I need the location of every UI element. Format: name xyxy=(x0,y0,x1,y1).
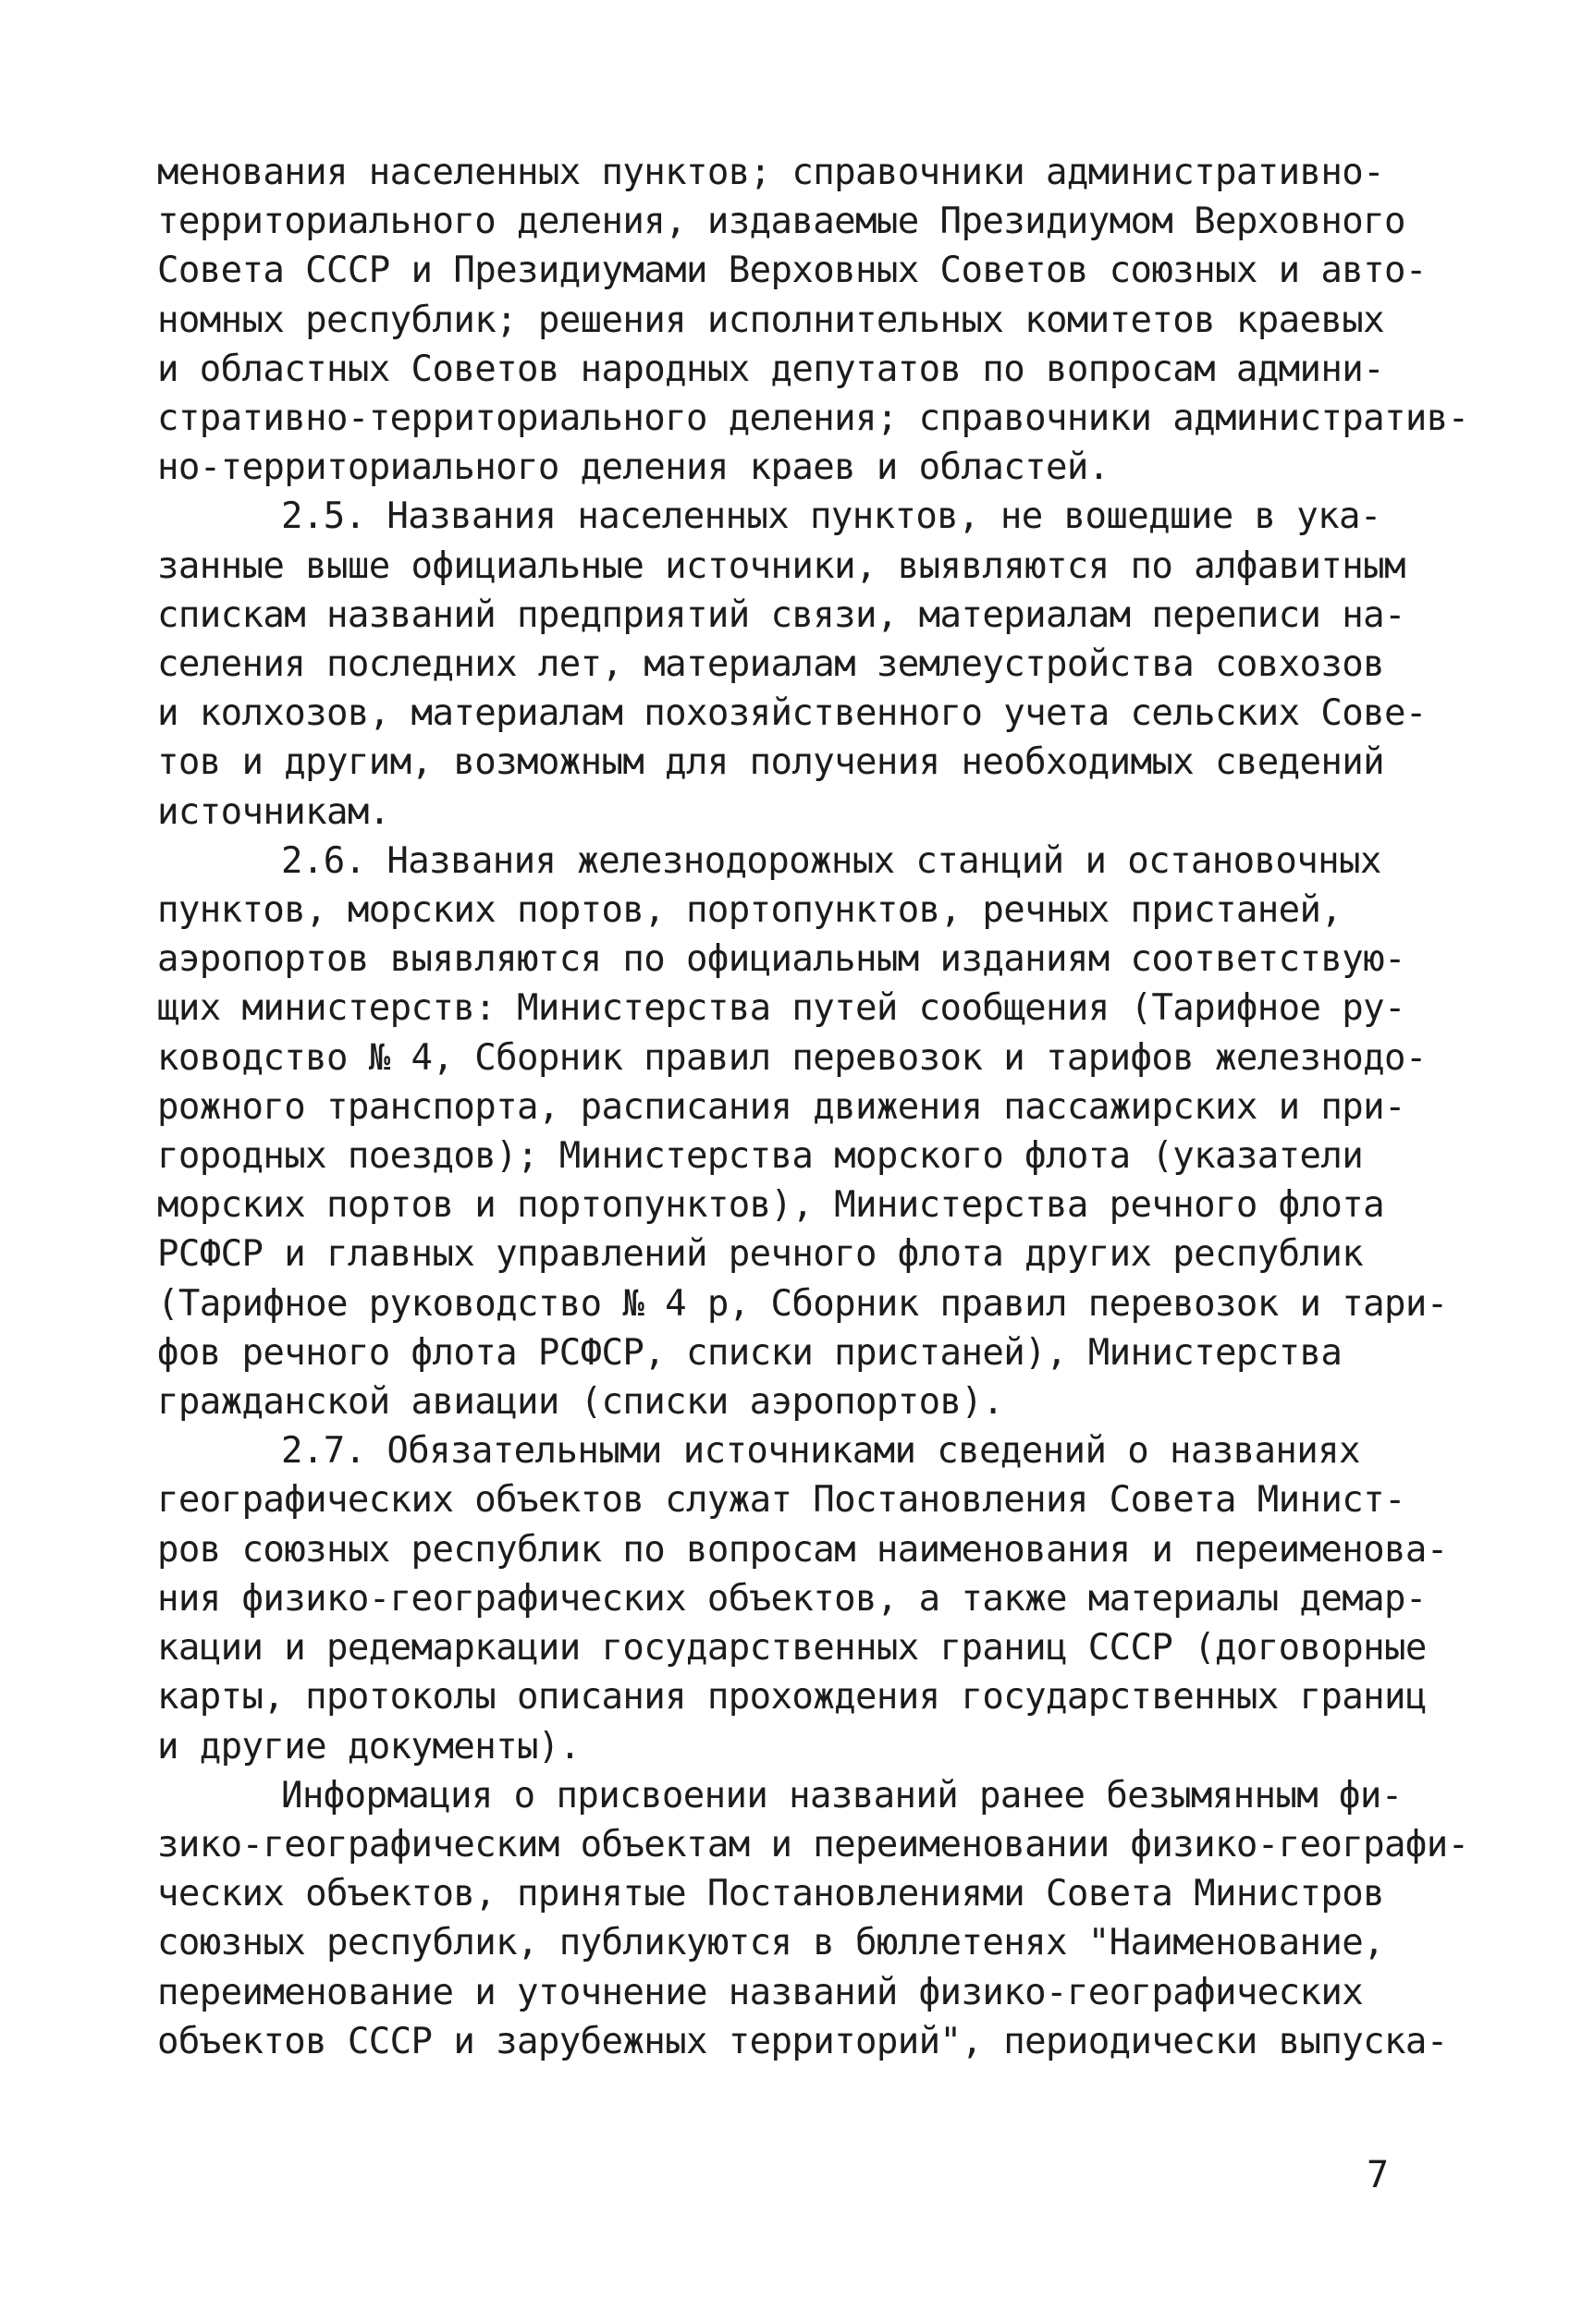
text-line: источникам. xyxy=(157,790,390,833)
paragraph-2-5-start: 2.5. Названия населенных пунктов, не вошедшие в ука- xyxy=(281,495,1381,538)
text-line: карты, протоколы описания прохождения государственных границ xyxy=(157,1676,1427,1719)
text-line: переименование и уточнение названий физико-географических xyxy=(157,1971,1364,2013)
paragraph-2-7-start: 2.7. Обязательными источниками сведений о названиях xyxy=(281,1430,1360,1473)
text-line: и другие документы). xyxy=(157,1725,581,1767)
text-line: фов речного флота РСФСР, списки пристаней), Министерства xyxy=(157,1331,1343,1374)
text-line: спискам названий предприятий связи, материалам переписи на- xyxy=(157,593,1405,636)
text-line: ководство № 4, Сборник правил перевозок и тарифов железнодо- xyxy=(157,1036,1427,1079)
text-line: гражданской авиации (списки аэропортов). xyxy=(157,1381,1004,1424)
text-line: кации и редемаркации государственных границ СССР (договорные xyxy=(157,1627,1427,1670)
text-line: городных поездов); Министерства морского флота (указатели xyxy=(157,1135,1364,1178)
text-line: ческих объектов, принятые Постановлениями Совета Министров xyxy=(157,1873,1385,1915)
text-line: пунктов, морских портов, портопунктов, речных пристаней, xyxy=(157,889,1343,932)
text-line: но-территориального деления краев и областей. xyxy=(157,446,1110,489)
paragraph-2-6-start: 2.6. Названия железнодорожных станций и остановочных xyxy=(281,839,1381,882)
text-line: ния физико-географических объектов, а также материалы демар- xyxy=(157,1577,1427,1620)
text-line: РСФСР и главных управлений речного флота других республик xyxy=(157,1233,1364,1276)
text-line: аэропортов выявляются по официальным изданиям соответствую- xyxy=(157,938,1405,981)
text-line: селения последних лет, материалам землеустройства совхозов xyxy=(157,643,1385,686)
text-line: объектов СССР и зарубежных территорий", периодически выпуска- xyxy=(157,2020,1448,2062)
text-line: зико-географическим объектам и переименовании физико-географи- xyxy=(157,1823,1469,1865)
text-line: занные выше официальные источники, выявляются по алфавитным xyxy=(157,544,1405,587)
body-text xyxy=(157,148,1469,2066)
text-line: морских портов и портопунктов), Министерства речного флота xyxy=(157,1184,1385,1227)
text-line: союзных республик, публикуются в бюллетенях "Наименование, xyxy=(157,1922,1385,1964)
text-line: географических объектов служат Постановления Совета Минист- xyxy=(157,1479,1405,1522)
text-line: (Тарифное руководство № 4 р, Сборник правил перевозок и тари- xyxy=(157,1282,1448,1325)
text-line: щих министерств: Министерства путей сообщения (Тарифное ру- xyxy=(157,987,1405,1030)
text-line: Совета СССР и Президиумами Верховных Советов союзных и авто- xyxy=(157,250,1427,292)
text-line: и областных Советов народных депутатов по вопросам админи- xyxy=(157,348,1385,390)
paragraph-information-start: Информация о присвоении названий ранее безымянным фи- xyxy=(281,1774,1403,1816)
text-line: территориального деления, издаваемые Президиумом Верховного xyxy=(157,201,1405,243)
text-line: тов и другим, возможным для получения необходимых сведений xyxy=(157,741,1385,784)
text-line: стративно-территориального деления; справочники административ- xyxy=(157,398,1469,440)
text-line: рожного транспорта, расписания движения пассажирских и при- xyxy=(157,1085,1405,1128)
text-line: номных республик; решения исполнительных комитетов краевых xyxy=(157,299,1385,341)
page-number: 7 xyxy=(1367,2154,1390,2196)
text-line: менования населенных пунктов; справочники административно- xyxy=(157,152,1385,193)
text-line: ров союзных республик по вопросам наименования и переименова- xyxy=(157,1528,1448,1571)
text-line: и колхозов, материалам похозяйственного учета сельских Сове- xyxy=(157,692,1427,735)
